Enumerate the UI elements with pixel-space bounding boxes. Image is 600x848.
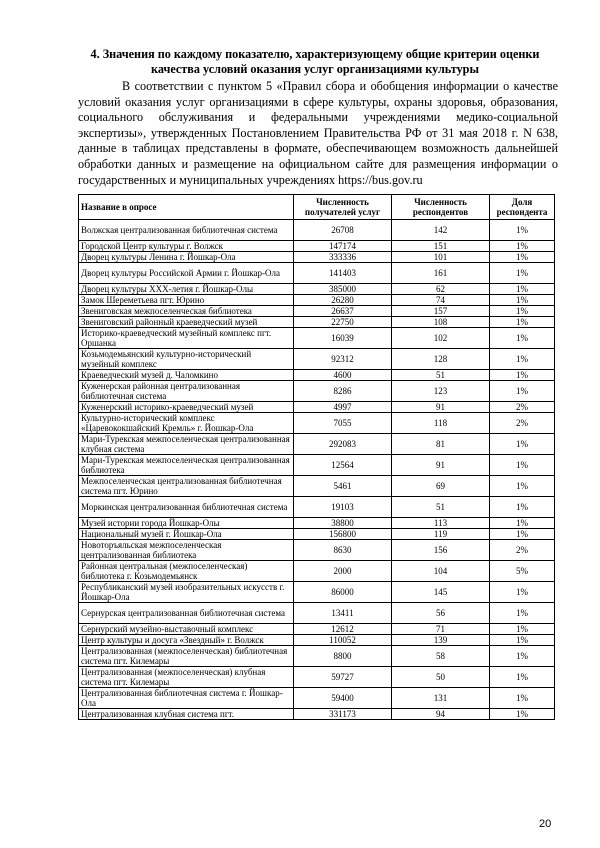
cell-share: 1% bbox=[490, 295, 555, 306]
cell-name: Централизованная библиотечная система г. Йошкар-Ола bbox=[79, 688, 294, 709]
cell-respondents: 56 bbox=[392, 603, 490, 624]
cell-recipients: 147174 bbox=[294, 241, 392, 252]
table-row bbox=[79, 667, 555, 688]
cell-name: Центр культуры и досуга «Звездный» г. Волжск bbox=[79, 635, 294, 646]
table-row bbox=[79, 413, 555, 434]
cell-recipients: 19103 bbox=[294, 497, 392, 518]
table-row bbox=[79, 295, 555, 306]
table-row bbox=[79, 561, 555, 582]
table-body bbox=[79, 220, 555, 720]
cell-share: 1% bbox=[490, 529, 555, 540]
cell-share: 1% bbox=[490, 667, 555, 688]
cell-share: 1% bbox=[490, 434, 555, 455]
cell-name: Козьмодемьянский культурно-исторический музейный комплекс bbox=[79, 349, 294, 370]
cell-respondents: 71 bbox=[392, 624, 490, 635]
table-row bbox=[79, 434, 555, 455]
cell-recipients: 22750 bbox=[294, 317, 392, 328]
cell-recipients: 38800 bbox=[294, 518, 392, 529]
cell-name: Дворец культуры XXX-летия г. Йошкар-Олы bbox=[79, 284, 294, 295]
cell-respondents: 50 bbox=[392, 667, 490, 688]
cell-recipients: 86000 bbox=[294, 582, 392, 603]
cell-name: Замок Шереметьева пгт. Юрино bbox=[79, 295, 294, 306]
cell-name: Звениговский районный краеведческий музей bbox=[79, 317, 294, 328]
table-row bbox=[79, 263, 555, 284]
survey-table bbox=[78, 194, 555, 720]
cell-recipients: 8800 bbox=[294, 646, 392, 667]
cell-respondents: 51 bbox=[392, 497, 490, 518]
table-row bbox=[79, 381, 555, 402]
cell-name: Моркинская централизованная библиотечная система bbox=[79, 497, 294, 518]
table-row bbox=[79, 370, 555, 381]
cell-name: Мари-Турекская межпоселенческая централизованная библиотека bbox=[79, 455, 294, 476]
cell-respondents: 74 bbox=[392, 295, 490, 306]
cell-share: 1% bbox=[490, 635, 555, 646]
cell-respondents: 58 bbox=[392, 646, 490, 667]
table-row bbox=[79, 646, 555, 667]
cell-share: 1% bbox=[490, 688, 555, 709]
cell-respondents: 113 bbox=[392, 518, 490, 529]
cell-recipients: 12612 bbox=[294, 624, 392, 635]
cell-share: 1% bbox=[490, 455, 555, 476]
cell-name: Городской Центр культуры г. Волжск bbox=[79, 241, 294, 252]
cell-respondents: 119 bbox=[392, 529, 490, 540]
cell-respondents: 51 bbox=[392, 370, 490, 381]
cell-respondents: 91 bbox=[392, 402, 490, 413]
table-row bbox=[79, 540, 555, 561]
cell-share: 1% bbox=[490, 518, 555, 529]
cell-name: Краеведческий музей д. Чаломкино bbox=[79, 370, 294, 381]
cell-recipients: 8286 bbox=[294, 381, 392, 402]
cell-respondents: 151 bbox=[392, 241, 490, 252]
heading-line-1: 4. Значения по каждому показателю, характеризующему общие критерии оценки bbox=[90, 47, 540, 61]
table-row bbox=[79, 220, 555, 241]
cell-name: Звениговская межпоселенческая библиотека bbox=[79, 306, 294, 317]
table-row bbox=[79, 529, 555, 540]
heading-line-2: качества условий оказания услуг организациями культуры bbox=[151, 61, 479, 76]
cell-respondents: 161 bbox=[392, 263, 490, 284]
cell-respondents: 94 bbox=[392, 709, 490, 720]
cell-share: 1% bbox=[490, 220, 555, 241]
cell-respondents: 131 bbox=[392, 688, 490, 709]
page-number: 20 bbox=[539, 818, 552, 830]
cell-respondents: 156 bbox=[392, 540, 490, 561]
cell-respondents: 91 bbox=[392, 455, 490, 476]
cell-share: 1% bbox=[490, 349, 555, 370]
cell-recipients: 5461 bbox=[294, 476, 392, 497]
cell-recipients: 92312 bbox=[294, 349, 392, 370]
cell-share: 1% bbox=[490, 709, 555, 720]
cell-name: Музей истории города Йошкар-Олы bbox=[79, 518, 294, 529]
cell-recipients: 59727 bbox=[294, 667, 392, 688]
cell-name: Национальный музей г. Йошкар-Ола bbox=[79, 529, 294, 540]
cell-recipients: 26280 bbox=[294, 295, 392, 306]
cell-name: Сернурская централизованная библиотечная система bbox=[79, 603, 294, 624]
table-row bbox=[79, 603, 555, 624]
cell-name: Централизованная клубная система пгт. bbox=[79, 709, 294, 720]
cell-name: Историко-краеведческий музейный комплекс пгт. Оршанка bbox=[79, 328, 294, 349]
cell-share: 2% bbox=[490, 540, 555, 561]
cell-share: 1% bbox=[490, 603, 555, 624]
cell-name: Мари-Турекская межпоселенческая централизованная клубная система bbox=[79, 434, 294, 455]
cell-respondents: 145 bbox=[392, 582, 490, 603]
cell-share: 1% bbox=[490, 497, 555, 518]
cell-share: 1% bbox=[490, 370, 555, 381]
table-row bbox=[79, 455, 555, 476]
cell-recipients: 156800 bbox=[294, 529, 392, 540]
table-row bbox=[79, 306, 555, 317]
cell-share: 2% bbox=[490, 402, 555, 413]
cell-share: 1% bbox=[490, 317, 555, 328]
cell-respondents: 69 bbox=[392, 476, 490, 497]
cell-share: 1% bbox=[490, 263, 555, 284]
cell-share: 1% bbox=[490, 306, 555, 317]
cell-respondents: 139 bbox=[392, 635, 490, 646]
table-row bbox=[79, 317, 555, 328]
cell-respondents: 123 bbox=[392, 381, 490, 402]
cell-name: Куженерский историко-краеведческий музей bbox=[79, 402, 294, 413]
intro-paragraph bbox=[78, 79, 558, 188]
cell-recipients: 26637 bbox=[294, 306, 392, 317]
table-row bbox=[79, 328, 555, 349]
table-row bbox=[79, 582, 555, 603]
table-row bbox=[79, 709, 555, 720]
cell-recipients: 13411 bbox=[294, 603, 392, 624]
intro-paragraph-text: В соответствии с пунктом 5 «Правил сбора и обобщения информации о качестве условий оказания услуг организациями в сфере культуры, охраны здоровья, образования, социального обслуживания и федеральными учреждениями медико-социальной экспертизы», утвержденных Постановлением Правительства РФ от 31 мая 2018 г. N 638, данные в таблицах представлены в формате, обеспечивающем возможность дальнейшей обработки данных и размещение на официальном сайте для размещения информации о государственных и муниципальных учреждениях https://bus.gov.ru bbox=[78, 79, 558, 187]
cell-name: Межпоселенческая централизованная библиотечная система пгт. Юрино bbox=[79, 476, 294, 497]
cell-name: Централизованная (межпоселенческая) библиотечная система пгт. Килемары bbox=[79, 646, 294, 667]
cell-share: 1% bbox=[490, 624, 555, 635]
cell-respondents: 104 bbox=[392, 561, 490, 582]
table-row bbox=[79, 349, 555, 370]
cell-recipients: 7055 bbox=[294, 413, 392, 434]
cell-recipients: 16039 bbox=[294, 328, 392, 349]
table-row bbox=[79, 624, 555, 635]
cell-share: 1% bbox=[490, 646, 555, 667]
cell-recipients: 292083 bbox=[294, 434, 392, 455]
table-row bbox=[79, 688, 555, 709]
cell-name: Дворец культуры Ленина г. Йошкар-Ола bbox=[79, 252, 294, 263]
cell-recipients: 26708 bbox=[294, 220, 392, 241]
cell-recipients: 141403 bbox=[294, 263, 392, 284]
cell-recipients: 331173 bbox=[294, 709, 392, 720]
cell-respondents: 128 bbox=[392, 349, 490, 370]
cell-name: Дворец культуры Российской Армии г. Йошкар-Ола bbox=[79, 263, 294, 284]
table-row bbox=[79, 402, 555, 413]
table-row bbox=[79, 518, 555, 529]
cell-recipients: 8630 bbox=[294, 540, 392, 561]
section-heading bbox=[70, 47, 560, 76]
header-name: Название в опросе bbox=[79, 195, 294, 220]
table-header-row bbox=[79, 195, 555, 220]
header-respondents: Численность респондентов bbox=[392, 195, 490, 220]
cell-name: Новоторъяльская межпоселенческая централизованная библиотека bbox=[79, 540, 294, 561]
cell-name: Культурно-исторический комплекс «Царевококшайский Кремль» г. Йошкар-Ола bbox=[79, 413, 294, 434]
table-row bbox=[79, 476, 555, 497]
cell-respondents: 118 bbox=[392, 413, 490, 434]
cell-name: Республиканский музей изобразительных искусств г. Йошкар-Ола bbox=[79, 582, 294, 603]
cell-respondents: 142 bbox=[392, 220, 490, 241]
cell-name: Сернурский музейно-выставочный комплекс bbox=[79, 624, 294, 635]
cell-share: 1% bbox=[490, 328, 555, 349]
cell-name: Централизованная (межпоселенческая) клубная система пгт. Килемары bbox=[79, 667, 294, 688]
cell-name: Районная центральная (межпоселенческая) библиотека г. Козьмодемьянск bbox=[79, 561, 294, 582]
table-row bbox=[79, 635, 555, 646]
cell-recipients: 59400 bbox=[294, 688, 392, 709]
cell-respondents: 62 bbox=[392, 284, 490, 295]
cell-respondents: 108 bbox=[392, 317, 490, 328]
cell-respondents: 81 bbox=[392, 434, 490, 455]
table-row bbox=[79, 284, 555, 295]
cell-recipients: 110052 bbox=[294, 635, 392, 646]
cell-respondents: 157 bbox=[392, 306, 490, 317]
cell-name: Волжская централизованная библиотечная система bbox=[79, 220, 294, 241]
header-recipients: Численность получателей услуг bbox=[294, 195, 392, 220]
cell-name: Куженерская районная централизованная библиотечная система bbox=[79, 381, 294, 402]
cell-recipients: 4600 bbox=[294, 370, 392, 381]
cell-share: 1% bbox=[490, 476, 555, 497]
table-row bbox=[79, 241, 555, 252]
cell-recipients: 385000 bbox=[294, 284, 392, 295]
cell-share: 2% bbox=[490, 413, 555, 434]
cell-share: 1% bbox=[490, 381, 555, 402]
cell-share: 5% bbox=[490, 561, 555, 582]
cell-share: 1% bbox=[490, 252, 555, 263]
cell-recipients: 2000 bbox=[294, 561, 392, 582]
cell-recipients: 4997 bbox=[294, 402, 392, 413]
header-share: Доля респондента bbox=[490, 195, 555, 220]
table-row bbox=[79, 497, 555, 518]
cell-recipients: 333336 bbox=[294, 252, 392, 263]
cell-share: 1% bbox=[490, 284, 555, 295]
cell-respondents: 101 bbox=[392, 252, 490, 263]
cell-share: 1% bbox=[490, 241, 555, 252]
cell-share: 1% bbox=[490, 582, 555, 603]
cell-recipients: 12564 bbox=[294, 455, 392, 476]
cell-respondents: 102 bbox=[392, 328, 490, 349]
table-row bbox=[79, 252, 555, 263]
